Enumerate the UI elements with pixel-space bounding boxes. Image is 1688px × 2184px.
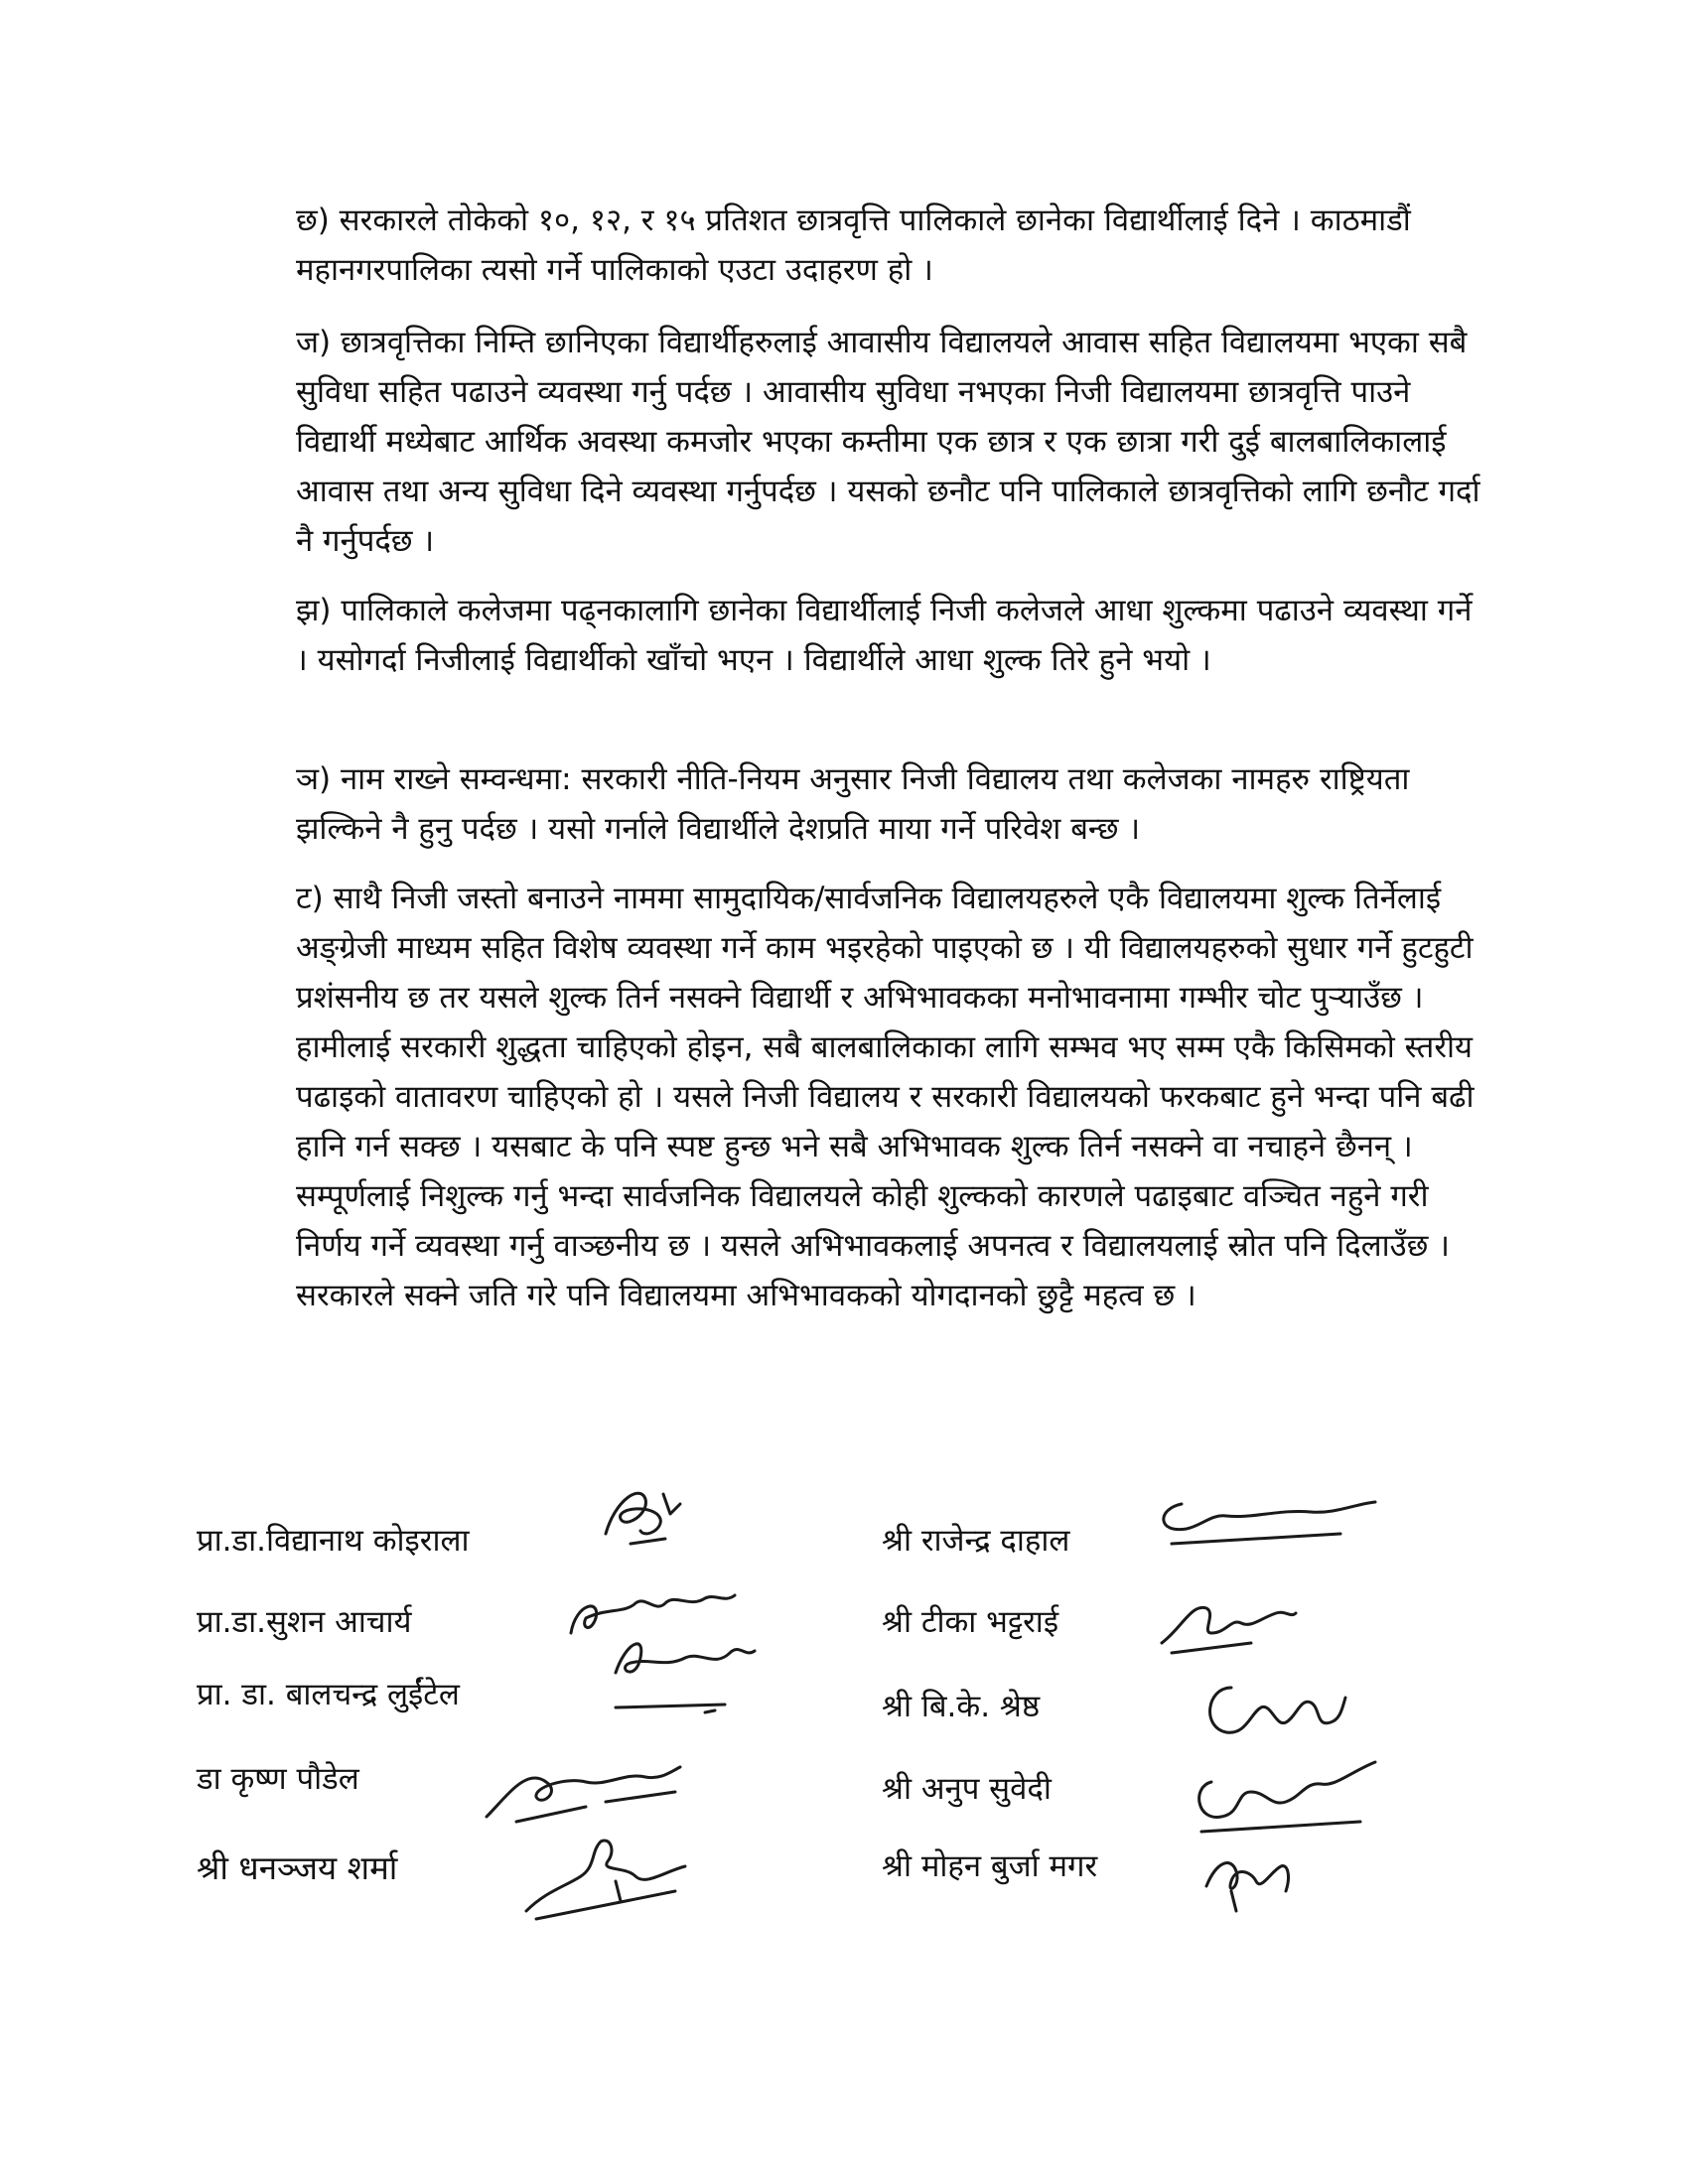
signatory-name: श्री अनुप सुवेदी [882,1771,1052,1807]
signatory-name: प्रा. डा. बालचन्द्र लुईंटेल [197,1677,460,1712]
signatory-name: श्री धनञ्जय शर्मा [197,1848,398,1887]
signatory-name: श्री टीका भट्टराई [882,1604,1059,1640]
signature-image [556,1573,774,1722]
signatory-name: प्रा.डा.विद्यानाथ कोइराला [197,1523,470,1559]
paragraph-jha: झ) पालिकाले कलेजमा पढ्नकालागि छानेका विद्यार्थीलाई निजी कलेजले आधा शुल्कमा पढाउने व्यवस्था गर्ने । यसोगर्दा निजीलाई विद्यार्थीको खाँचो भएन । विद्यार्थीले आधा शुल्क तिरे हुने भयो । [296,593,1473,678]
signature-image [516,1832,695,1921]
signatory-name: श्री मोहन बुर्जा मगर [882,1848,1098,1884]
signature-image [477,1747,685,1827]
signatory-name: प्रा.डा.सुशन आचार्य [197,1604,412,1640]
signatory-name: डा कृष्ण पौडेल [197,1761,359,1797]
signature-image [1182,1752,1380,1842]
paragraph-ta: ट) साथै निजी जस्तो बनाउने नाममा सामुदायिक/सार्वजनिक विद्यालयहरुले एकै विद्यालयमा शुल्क तिर्नेलाई अङ्ग्रेजी माध्यम सहित विशेष व्यवस्था गर्ने काम भइरहेको पाइएको छ । यी विद्यालयहरुको सुधार गर्ने हुटहुटी प्रशंसनीय छ तर यसले शुल्क तिर्न नसक्ने विद्यार्थी र अभिभावकका मनोभावनामा गम्भीर चोट पुर्‍याउँछ । हामीलाई सरकारी शुद्धता चाहिएको होइन, सबै बालबालिकाका लागि सम्भव भए सम्म एकै किसिमको स्तरीय पढाइको वातावरण चाहिएको हो । यसले निजी विद्यालय र सरकारी विद्यालयको फरकबाट हुने भन्दा पनि बढी हानि गर्न सक्छ । यसबाट के पनि स्पष्ट हुन्छ भने सबै अभिभावक शुल्क तिर्न नसक्ने वा नचाहने छैनन् । सम्पूर्णलाई निशुल्क गर्नु भन्दा सार्वजनिक विद्यालयले कोही शुल्कको कारणले पढाइबाट वञ्चित नहुने गरी निर्णय गर्ने व्यवस्था गर्नु वाञ्छनीय छ । यसले अभिभावकलाई अपनत्व र विद्यालयलाई स्रोत पनि दिलाउँछ । सरकारले सक्ने जति गरे पनि विद्यालयमा अभिभावकको योगदानको छुट्टै महत्व छ । [296,881,1475,1313]
paragraph-ja: ज) छात्रवृत्तिका निम्ति छानिएका विद्यार्थीहरुलाई आवासीय विद्यालयले आवास सहित विद्यालयमा भएका सबै सुविधा सहित पढाउने व्यवस्था गर्नु पर्दछ । आवासीय सुविधा नभएका निजी विद्यालयमा छात्रवृत्ति पाउने विद्यार्थी मध्येबाट आर्थिक अवस्था कमजोर भएका कम्तीमा एक छात्र र एक छात्रा गरी दुई बालबालिकालाई आवास तथा अन्य सुविधा दिने व्यवस्था गर्नुपर्दछ । यसको छनौट पनि पालिकाले छात्रवृत्तिको लागि छनौट गर्दा नै गर्नुपर्दछ । [296,325,1480,559]
signature-image [586,1479,705,1559]
paragraph-nya: ञ) नाम राख्ने सम्वन्धमा: सरकारी नीति-नियम अनुसार निजी विद्यालय तथा कलेजका नामहरु राष्ट्रियता झल्किने नै हुनु पर्दछ । यसो गर्नाले विद्यार्थीले देशप्रति माया गर्ने परिवेश बन्छ । [296,761,1410,847]
signatory-name: श्री राजेन्द्र दाहाल [882,1523,1070,1559]
signature-image [1192,1668,1350,1752]
signature-image [1196,1837,1296,1916]
paragraph-chha: छ) सरकारले तोकेको १०, १२, र १५ प्रतिशत छात्रवृत्ति पालिकाले छानेका विद्यार्थीलाई दिने । काठमाडौं महानगरपालिका त्यसो गर्ने पालिकाको एउटा उदाहरण हो । [296,203,1411,288]
signature-image [1142,1484,1380,1554]
signature-image [1152,1588,1301,1658]
signatory-name: श्री बि.के. श्रेष्ठ [882,1689,1041,1724]
